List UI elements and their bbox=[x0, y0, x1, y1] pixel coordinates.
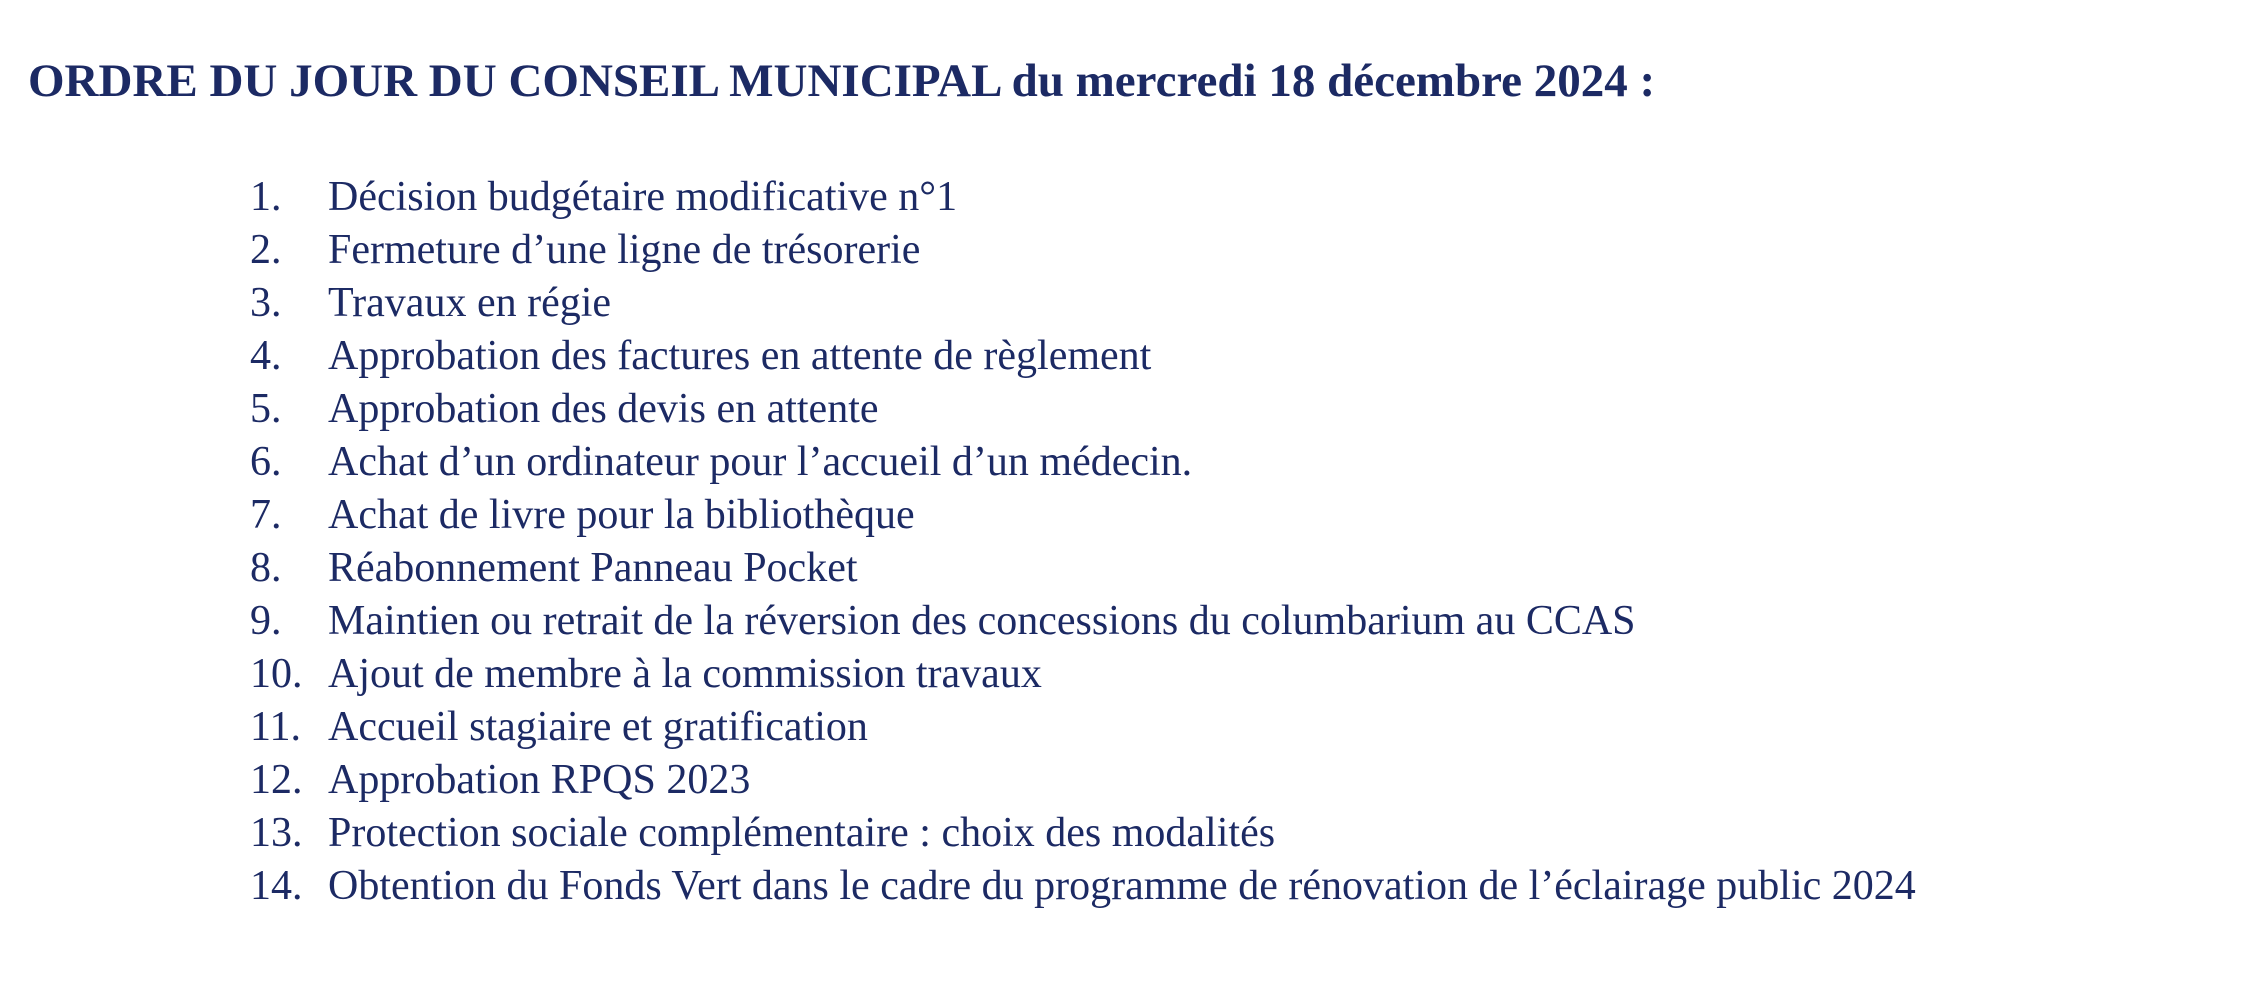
agenda-item-text: Maintien ou retrait de la réversion des concessions du columbarium au CCAS bbox=[328, 598, 1636, 644]
agenda-item-text: Protection sociale complémentaire : choix des modalités bbox=[328, 810, 1276, 856]
agenda-list bbox=[250, 171, 1916, 913]
agenda-item-number: 12. bbox=[250, 757, 303, 803]
agenda-item-text: Ajout de membre à la commission travaux bbox=[328, 651, 1042, 697]
agenda-item-number: 1. bbox=[250, 174, 282, 220]
agenda-item-text: Réabonnement Panneau Pocket bbox=[328, 545, 858, 591]
agenda-item-number: 2. bbox=[250, 227, 282, 273]
agenda-item-8 bbox=[250, 542, 1916, 595]
agenda-item-number: 7. bbox=[250, 492, 282, 538]
agenda-item-13 bbox=[250, 807, 1916, 860]
agenda-item-text: Approbation RPQS 2023 bbox=[328, 757, 751, 803]
agenda-item-text: Décision budgétaire modificative n°1 bbox=[328, 174, 958, 220]
agenda-item-3 bbox=[250, 277, 1916, 330]
agenda-item-text: Achat d’un ordinateur pour l’accueil d’un médecin. bbox=[328, 439, 1193, 485]
agenda-item-text: Approbation des factures en attente de règlement bbox=[328, 333, 1152, 379]
agenda-item-text: Achat de livre pour la bibliothèque bbox=[328, 492, 915, 538]
agenda-item-11 bbox=[250, 701, 1916, 754]
agenda-item-number: 6. bbox=[250, 439, 282, 485]
agenda-item-text: Approbation des devis en attente bbox=[328, 386, 879, 432]
agenda-item-number: 5. bbox=[250, 386, 282, 432]
agenda-item-number: 13. bbox=[250, 810, 303, 856]
agenda-item-number: 14. bbox=[250, 863, 303, 909]
agenda-item-number: 3. bbox=[250, 280, 282, 326]
agenda-item-12 bbox=[250, 754, 1916, 807]
agenda-item-9 bbox=[250, 595, 1916, 648]
agenda-item-text: Accueil stagiaire et gratification bbox=[328, 704, 868, 750]
agenda-item-1 bbox=[250, 171, 1916, 224]
agenda-item-6 bbox=[250, 436, 1916, 489]
agenda-item-number: 9. bbox=[250, 598, 282, 644]
agenda-item-5 bbox=[250, 383, 1916, 436]
agenda-item-text: Obtention du Fonds Vert dans le cadre du programme de rénovation de l’éclairage public 2024 bbox=[328, 863, 1916, 909]
agenda-item-number: 10. bbox=[250, 651, 303, 697]
agenda-item-4 bbox=[250, 330, 1916, 383]
agenda-item-10 bbox=[250, 648, 1916, 701]
agenda-item-7 bbox=[250, 489, 1916, 542]
agenda-item-text: Fermeture d’une ligne de trésorerie bbox=[328, 227, 921, 273]
agenda-item-text: Travaux en régie bbox=[328, 280, 612, 326]
agenda-item-number: 8. bbox=[250, 545, 282, 591]
agenda-item-number: 11. bbox=[250, 704, 301, 750]
agenda-item-number: 4. bbox=[250, 333, 282, 379]
page-title: ORDRE DU JOUR DU CONSEIL MUNICIPAL du mercredi 18 décembre 2024 : bbox=[28, 55, 1656, 107]
agenda-item-14 bbox=[250, 860, 1916, 913]
agenda-item-2 bbox=[250, 224, 1916, 277]
